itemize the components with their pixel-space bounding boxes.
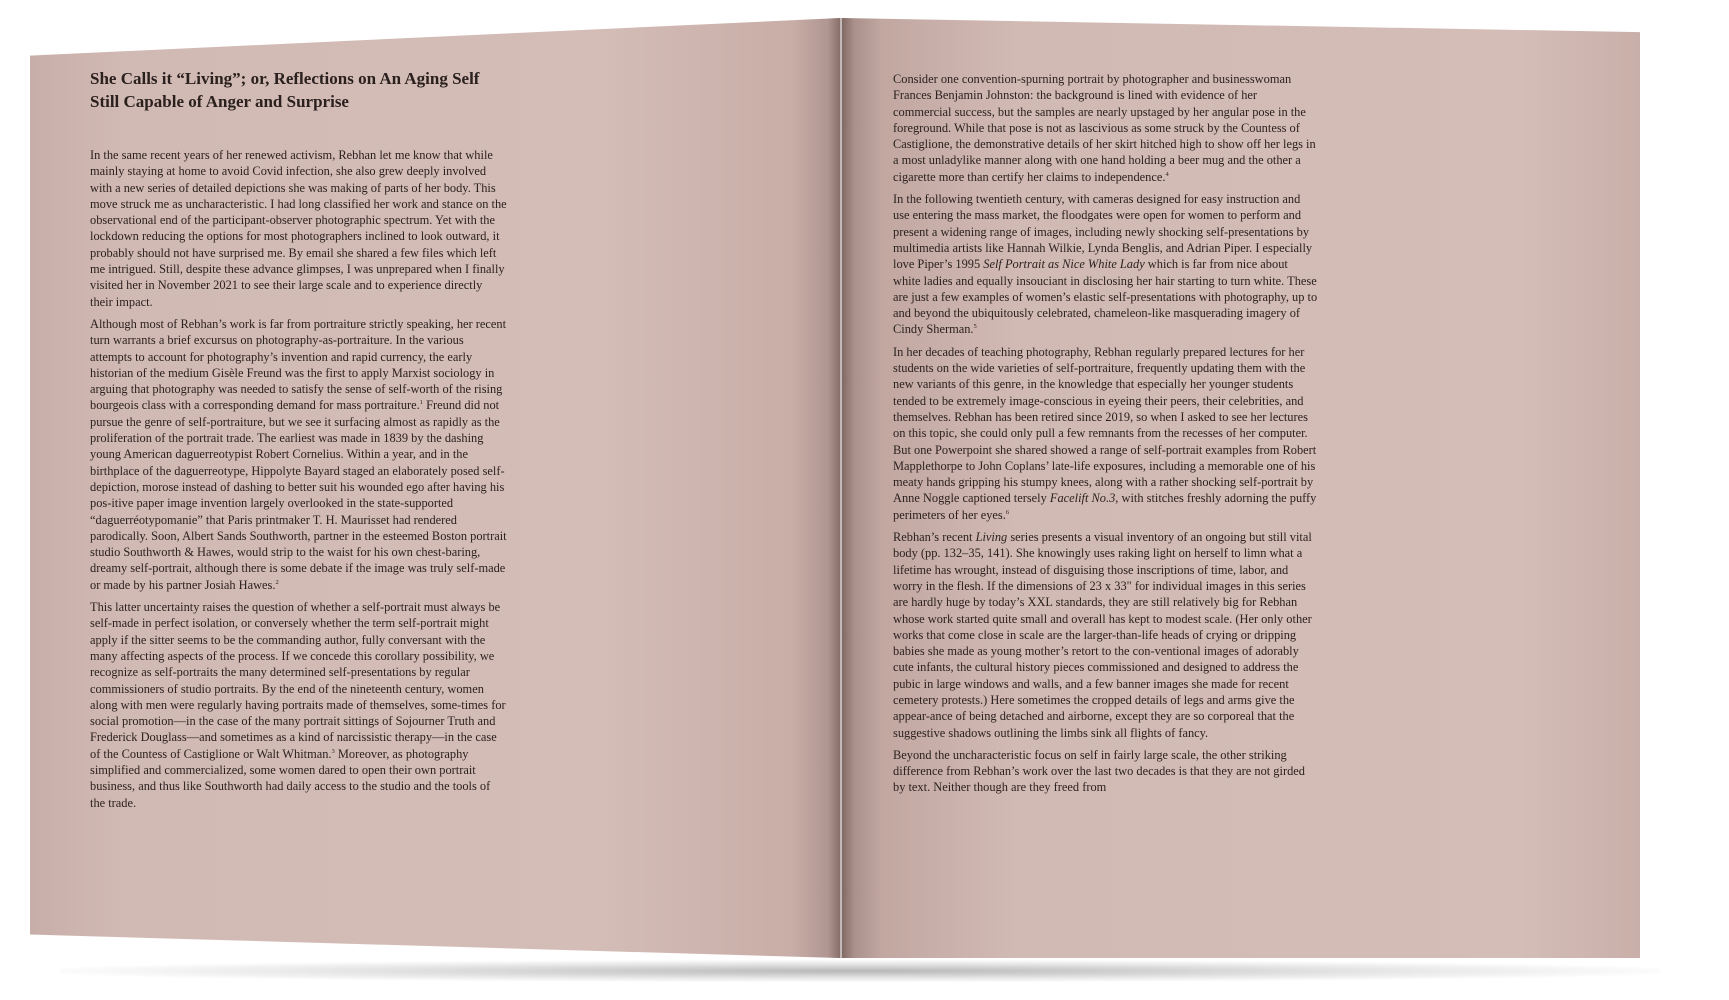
text-run: Moreover, as photography simplified and commercialized, some women dared to open their own portrait business, and thus like Southworth had daily access to the studio and the tools of the trade. bbox=[90, 746, 491, 810]
footnote-marker: 5 bbox=[973, 323, 977, 331]
book-shadow bbox=[60, 960, 1660, 982]
artwork-title: Facelift No.3 bbox=[1049, 491, 1116, 506]
paragraph bbox=[893, 344, 1318, 523]
paragraph: In the same recent years of her renewed activism, Rebhan let me know that while mainly staying at home to avoid Covid infection, she also grew deeply involved with a new series of detailed depictions she was making of parts of her body. This move struck me as uncharacteristic. I had long classified her work and stance on the observational end of the participant-observer photographic spectrum. Yet with the lockdown reducing the options for most photographers inclined to look outward, it probably should not have surprised me. By email she shared a few files which left me intrigued. Still, despite these advance glimpses, I was unprepared when I finally visited her in November 2021 to see their large scale and to experience directly their impact. bbox=[90, 148, 507, 309]
paragraph: Beyond the uncharacteristic focus on self in fairly large scale, the other striking difference from Rebhan’s work over the last two decades is that they are not girded by text. Neither though are they freed from bbox=[893, 747, 1305, 795]
paragraph bbox=[90, 316, 508, 593]
footnote-marker: 6 bbox=[1005, 508, 1010, 516]
artwork-title: Self Portrait as Nice White Lady bbox=[983, 257, 1145, 272]
text-run: Although most of Rebhan’s work is far from portraiture strictly speaking, her recent turn warrants a brief excursus on photography-as-portraiture. In the various attempts to account for photography’s invention and rapid currency, the early historian of the medium Gisèle Freund was the first to apply Marxist sociology in arguing that photography was needed to satisfy the sense of self-worth of the rising bourgeois class with a corresponding demand for mass portraiture. bbox=[90, 316, 507, 413]
book-gutter bbox=[828, 18, 854, 958]
paragraph bbox=[90, 599, 508, 811]
text-run: Consider one convention-spurning portrait by photographer and businesswoman Frances Benjamin Johnston: the background is lined with evidence of her commercial success, but the samples are nearly upstaged by her angular pose in the foreground. While that pose is not as lascivious as some struck by the Countess of Castiglione, the demonstrative details of her skirt hitched high to show off her legs in a most unladylike manner along with one hand holding a beer mug and the other a cigarette more than certify her claims to independence. bbox=[893, 72, 1316, 184]
text-run: which is far from nice about white ladies and equally insouciant in disclosing her hair starting to turn white. These are just a few examples of women’s elastic self-presentations with photography, up to and beyond the ubiquitously celebrated, chameleon-like masquerading imagery of Cindy Sherman. bbox=[893, 257, 1318, 337]
text-run: In her decades of teaching photography, Rebhan regularly prepared lectures for her students on the wide varieties of self-portraiture, frequently updating them with the new variants of this genre, in the knowledge that especially her younger students tended to be extremely image-conscious in eyeing their peers, their celebrities, and themselves. Rebhan has been retired since 2019, so when I asked to see her lectures on this topic, she could only pull a few remnants from the recesses of her computer. But one Powerpoint she shared showed a range of self-portrait examples from Robert Mapplethorpe to John Coplans’ late-life exposures, including a memorable one of his meaty hands gripping his stumpy knees, along with a rather shocking self-portrait by Anne Noggle captioned tersely bbox=[893, 344, 1317, 506]
text-run: In the following twentieth century, with cameras designed for easy instruction and use entering the mass market, the floodgates were open for women to perform and present a widening range of images, including newly shocking self-presentations by multimedia artists like Hannah Wilkie, Lynda Benglis, and Adrian Piper. I especially love Piper’s 1995 bbox=[893, 192, 1313, 272]
text-run: Rebhan’s recent bbox=[893, 530, 976, 545]
paragraph bbox=[893, 191, 1318, 338]
paragraph bbox=[893, 71, 1318, 185]
footnote-marker: 2 bbox=[275, 578, 279, 586]
footnote-marker: 4 bbox=[1165, 170, 1169, 178]
footnote-marker: 1 bbox=[419, 399, 424, 407]
footnote-marker: 3 bbox=[331, 747, 335, 755]
article-title bbox=[90, 67, 530, 113]
right-text-column bbox=[893, 71, 1318, 802]
text-run: This latter uncertainty raises the question of whether a self-portrait must always be self-made in perfect isolation, or conversely whether the term self-portrait might apply if the sitter seems to be the commanding author, fully conversant with the many affecting aspects of the process. If we concede this corollary possibility, we recognize as self-portraits the many determined self-presentations by regular commissioners of studio portraits. By the end of the nineteenth century, women along with men were regularly having portraits made of themselves, some-times for social promotion—in the case of the many portrait sittings of Sojourner Truth and Frederick Douglass—and sometimes as a kind of narcissistic therapy—in the case of the Countess of Castiglione or Walt Whitman. bbox=[90, 600, 506, 761]
title-line-1: She Calls it “Living”; or, Reflections on An Aging Self bbox=[90, 69, 480, 88]
paragraph bbox=[893, 529, 1318, 741]
text-run: Freund did not pursue the genre of self-portraiture, but we see it surfacing almost as rapidly as the proliferation of the portrait trade. The earliest was made in 1839 by the dashing young American daguerreotypist Robert Cornelius. Within a year, and in the birthplace of the daguerreotype, Hippolyte Bayard staged an elaborately posed self-depiction, morose instead of dashing to better suit his wounded ego after having his pos-itive paper image invention largely overlooked in the state-supported “daguerréotypomanie” that Paris printmaker T. H. Maurisset had rendered parodically. Soon, Albert Sands Southworth, partner in the esteemed Boston portrait studio Southworth & Hawes, would strip to the waist for his own chest-baring, dreamy self-portrait, although there is some debate if the image was truly self-made or made by his partner Josiah Hawes. bbox=[90, 398, 507, 592]
series-title: Living bbox=[975, 530, 1008, 545]
text-run: series presents a visual inventory of an ongoing but still vital body (pp. 132–35, 141). She knowingly uses raking light on herself to limn what a lifetime has wrought, instead of disguising those inscriptions of time, labor, and worry in the flesh. If the dimensions of 23 x 33" for individual images in this series are hardly huge by today’s XXL standards, they are still relatively big for Rebhan whose work started quite small and overall has kept to modest scale. (Her only other works that come close in scale are the larger-than-life heads of crying or dripping babies she made as young mother’s retort to the con-ventional images of adorably cute infants, the cultural history pieces commissioned and designed to address the pubic in large windows and walls, and a few banner images she made for recent cemetery protests.) Here sometimes the cropped details of legs and arms give the appear-ance of being detached and airborne, except they are so corporeal that the suggestive shadows outlining the limbs sink all flights of fancy. bbox=[893, 530, 1312, 740]
left-text-column bbox=[90, 147, 508, 817]
title-line-2: Still Capable of Anger and Surprise bbox=[90, 92, 349, 111]
text-run: , with stitches freshly adorning the puffy perimeters of her eyes. bbox=[893, 491, 1317, 522]
